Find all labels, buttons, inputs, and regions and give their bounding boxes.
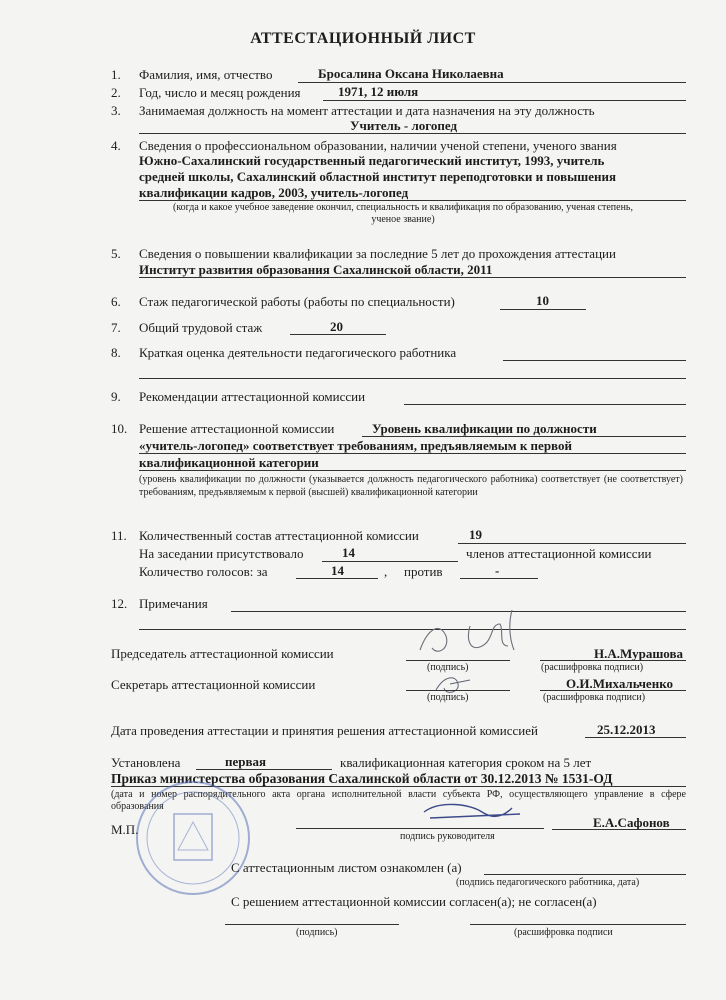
chair-name-line [540, 660, 686, 661]
item-value-4-line3: квалификации кадров, 2003, учитель-логопед [139, 185, 409, 200]
established-line [196, 769, 332, 770]
item-label-3: Занимаемая должность на момент аттестации и дата назначения на эту должность [139, 103, 595, 118]
agree-decode-hint: (расшифровка подписи [514, 927, 613, 938]
item-hint-4-line2: ученое звание) [371, 214, 435, 225]
item-value-10-line1: Уровень квалификации по должности [372, 421, 597, 436]
order-hint: (дата и номер распорядительного акта органа исполнительной власти субъекта РФ, осуществляющего управление в сфере образования [111, 789, 686, 812]
item-label-8: Краткая оценка деятельности педагогического работника [139, 345, 457, 360]
agree-label: С решением аттестационной комиссии согласен(а); не согласен(а) [231, 894, 597, 909]
item-value-11a: 19 [469, 527, 482, 542]
order-text: Приказ министерства образования Сахалинской области от 30.12.2013 № 1531-ОД [111, 771, 613, 786]
acquainted-line [484, 874, 686, 875]
secretary-decode-hint: (расшифровка подписи) [543, 692, 646, 703]
head-name-line [552, 829, 686, 830]
item-number-10: 10. [111, 421, 128, 436]
item-label-1: Фамилия, имя, отчество [139, 67, 273, 82]
item-label-11a: Количественный состав аттестационной комиссии [139, 528, 419, 543]
item-number-1: 1. [111, 67, 121, 82]
date-line [585, 737, 686, 738]
agree-decode-line [470, 924, 686, 925]
item-label-11c: Количество голосов: за [139, 564, 268, 579]
item-number-8: 8. [111, 345, 121, 360]
item-value-3: Учитель - логопед [350, 118, 458, 133]
acquainted-label: С аттестационным листом ознакомлен (а) [231, 860, 462, 875]
item-hint-10: (уровень квалификации по должности (указывается должность педагогического работника) соответствует (не соответствует) требованиям, предъявляемым к первой (высшей) квалификационной категории [139, 474, 683, 498]
chair-signature [420, 610, 514, 651]
item-value-11d: - [495, 563, 500, 578]
agree-sign-line [225, 924, 399, 925]
item-value-1: Бросалина Оксана Николаевна [318, 66, 504, 81]
secretary-name: О.И.Михальченко [566, 676, 674, 691]
item-number-6: 6. [111, 294, 121, 309]
item-label-11c-comma: , [384, 564, 388, 579]
item-label-5: Сведения о повышении квалификации за последние 5 лет до прохождения аттестации [139, 246, 616, 261]
date-value: 25.12.2013 [597, 722, 656, 737]
item-label-9: Рекомендации аттестационной комиссии [139, 389, 366, 404]
established-rest: квалификационная категория сроком на 5 лет [340, 755, 592, 770]
item-value-11c: 14 [331, 563, 344, 578]
established-label: Установлена [111, 755, 181, 770]
item-value-5: Институт развития образования Сахалинской области, 2011 [139, 262, 493, 277]
item-label-11c2: против [404, 564, 443, 579]
item-number-2: 2. [111, 85, 121, 100]
item-number-11: 11. [111, 528, 127, 543]
date-label: Дата проведения аттестации и принятия решения аттестационной комиссией [111, 723, 538, 738]
chair-sign-hint: (подпись) [427, 662, 469, 673]
secretary-sign-line [406, 690, 510, 691]
chair-sign-line [406, 660, 510, 661]
agree-sign-hint: (подпись) [296, 927, 338, 938]
item-number-7: 7. [111, 320, 121, 335]
secretary-sign-hint: (подпись) [427, 692, 469, 703]
item-label-10: Решение аттестационной комиссии [139, 421, 335, 436]
item-label-11b: На заседании присутствовало [139, 546, 304, 561]
head-sign-hint: подпись руководителя [400, 831, 495, 842]
item-label-6: Стаж педагогической работы (работы по специальности) [139, 294, 455, 309]
item-label-4: Сведения о профессиональном образовании, наличии ученой степени, ученого звания [139, 138, 617, 153]
item-value-4-line2: средней школы, Сахалинский областной институт переподготовки и повышения [139, 169, 617, 184]
official-stamp [108, 780, 278, 900]
established-value: первая [225, 754, 267, 769]
item-value-10-line3: квалификационной категории [139, 455, 319, 470]
mp-label: М.П. [111, 822, 139, 837]
secretary-label: Секретарь аттестационной комиссии [111, 677, 316, 692]
secretary-name-line [540, 690, 686, 691]
item-value-6: 10 [536, 293, 549, 308]
item-number-9: 9. [111, 389, 121, 404]
chair-decode-hint: (расшифровка подписи) [541, 662, 644, 673]
chair-label: Председатель аттестационной комиссии [111, 646, 334, 661]
head-sign-line [296, 828, 544, 829]
chair-name: Н.А.Мурашова [594, 646, 684, 661]
item-label-2: Год, число и месяц рождения [139, 85, 301, 100]
item-number-5: 5. [111, 246, 121, 261]
acquainted-hint: (подпись педагогического работника, дата) [456, 877, 640, 888]
item-value-7: 20 [330, 319, 343, 334]
item-value-4-line1: Южно-Сахалинский государственный педагогический институт, 1993, учитель [139, 153, 605, 168]
item-number-4: 4. [111, 138, 121, 153]
item-number-12: 12. [111, 596, 128, 611]
item-label-7: Общий трудовой стаж [139, 320, 263, 335]
item-label-11b2: членов аттестационной комиссии [466, 546, 652, 561]
item-value-10-line2: «учитель-логопед» соответствует требованиям, предъявляемым к первой [139, 438, 572, 453]
item-label-12: Примечания [139, 596, 208, 611]
item-value-2: 1971, 12 июля [338, 84, 419, 99]
head-name: Е.А.Сафонов [593, 815, 670, 830]
item-value-11b: 14 [342, 545, 355, 560]
item-hint-4-line1: (когда и какое учебное заведение окончил, специальность и квалификация по образованию, ученая степень, [173, 202, 633, 213]
document-title: АТТЕСТАЦИОННЫЙ ЛИСТ [250, 30, 476, 47]
item-number-3: 3. [111, 103, 121, 118]
